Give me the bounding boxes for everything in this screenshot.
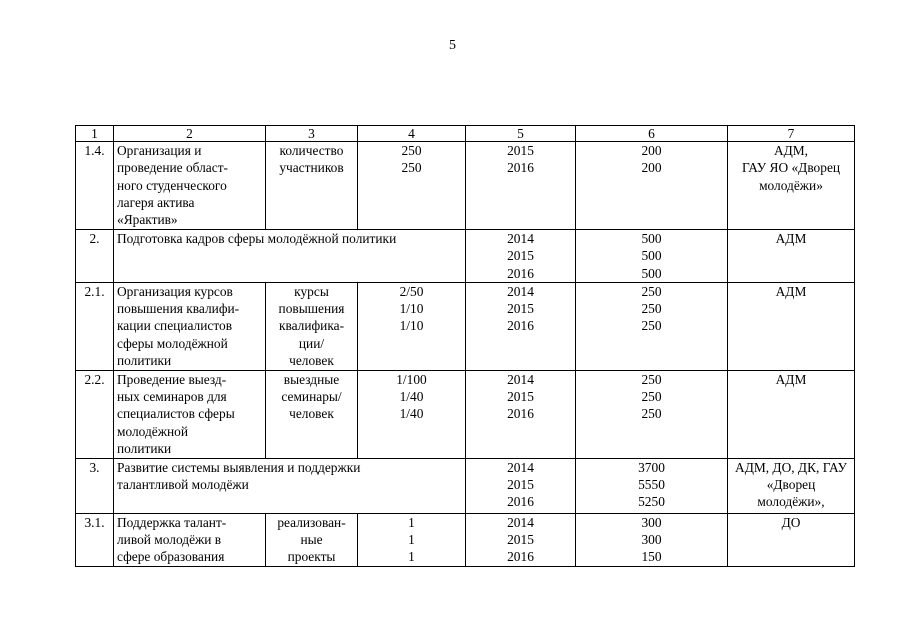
executor-line: АДМ <box>775 371 807 387</box>
indicator-line: выездные <box>283 371 340 387</box>
years-line: 2016 <box>507 318 534 334</box>
indicator-line: количество <box>279 143 344 158</box>
indicator-line: человек <box>289 353 334 369</box>
executor-line: АДМ, <box>773 143 809 158</box>
program-table <box>75 125 855 567</box>
indicator <box>266 282 358 370</box>
target-value-line: 1 <box>408 549 415 565</box>
measure-name-line: специалистов сферы <box>117 406 235 422</box>
executor <box>728 370 855 458</box>
years-line: 2014 <box>507 283 534 299</box>
executor-line: молодёжи», <box>757 494 825 510</box>
funding-amount-line: 250 <box>641 389 662 405</box>
funding-amount-line: 500 <box>641 265 662 281</box>
indicator-line: проекты <box>287 549 336 565</box>
row-number <box>76 282 114 370</box>
measure-name <box>114 142 266 230</box>
table-row <box>76 458 855 513</box>
table-row <box>76 370 855 458</box>
row-number <box>76 142 114 230</box>
funding-amount-line: 250 <box>641 318 662 334</box>
years-line: 2014 <box>507 231 534 246</box>
row-number <box>76 370 114 458</box>
years <box>466 282 576 370</box>
target-value-line: 1/100 <box>396 371 427 387</box>
funding-amount-line: 5550 <box>638 477 665 493</box>
measure-name-line: политики <box>117 441 172 457</box>
executor-line: АДМ <box>775 231 807 246</box>
funding-amount <box>576 282 728 370</box>
measure-name-line: политики <box>117 353 172 369</box>
funding-amount-line: 5250 <box>638 494 665 510</box>
row-number-line: 2. <box>89 231 100 246</box>
table-row <box>76 282 855 370</box>
executor <box>728 142 855 230</box>
years <box>466 513 576 566</box>
measure-name-line: Организация и <box>117 143 202 158</box>
executor-line: ДО <box>781 514 801 530</box>
measure-name-line: лагеря актива <box>117 194 195 210</box>
executor <box>728 513 855 566</box>
target-value-line: 1 <box>408 532 415 548</box>
funding-amount-line: 250 <box>641 406 662 422</box>
years-line: 2016 <box>507 406 534 422</box>
indicator-line: повышения <box>278 301 345 317</box>
executor-line: «Дворец <box>766 477 816 493</box>
measure-name-line: кации специалистов <box>117 318 233 334</box>
measure-name-line: проведение област- <box>117 160 229 176</box>
row-number <box>76 458 114 513</box>
years-line: 2015 <box>507 143 534 158</box>
indicator-line: реализован- <box>277 514 346 530</box>
row-number-line: 3.1. <box>84 514 105 530</box>
target-value <box>358 370 466 458</box>
measure-name <box>114 282 266 370</box>
row-number-line: 2.1. <box>84 283 105 299</box>
measure-name-line: сфере образования <box>117 549 225 565</box>
indicator-line: ные <box>300 532 323 548</box>
years-line: 2015 <box>507 477 534 493</box>
years-line: 2015 <box>507 301 534 317</box>
indicator <box>266 142 358 230</box>
funding-amount-line: 300 <box>641 532 662 548</box>
target-value-line: 1/10 <box>399 301 424 317</box>
funding-amount <box>576 513 728 566</box>
years-line: 2016 <box>507 549 534 565</box>
target-value-line: 250 <box>401 160 422 176</box>
target-value-line: 2/50 <box>399 283 424 299</box>
section-title-line: Развитие системы выявления и поддержки <box>117 459 361 475</box>
measure-name <box>114 370 266 458</box>
target-value <box>358 513 466 566</box>
measure-name-line: ливой молодёжи в <box>117 532 222 548</box>
indicator-line: курсы <box>294 283 329 299</box>
executor-line: ГАУ ЯО «Дворец <box>741 160 841 176</box>
target-value <box>358 142 466 230</box>
page-number: 5 <box>449 38 456 53</box>
target-value-line: 1/10 <box>399 318 424 334</box>
funding-amount-line: 200 <box>641 143 662 158</box>
executor-line: АДМ, ДО, ДК, ГАУ <box>735 459 847 475</box>
years <box>466 230 576 283</box>
funding-amount-line: 500 <box>641 248 662 264</box>
target-value-line: 250 <box>401 143 422 158</box>
section-title <box>114 230 466 283</box>
funding-amount-line: 250 <box>641 301 662 317</box>
funding-amount-line: 250 <box>641 371 662 387</box>
row-number-line: 1.4. <box>84 143 105 158</box>
measure-name-line: молодёжной <box>117 423 189 439</box>
measure-name-line: сферы молодёжной <box>117 335 228 351</box>
funding-amount <box>576 458 728 513</box>
funding-amount-line: 3700 <box>638 459 665 475</box>
executor-line: молодёжи» <box>759 177 823 193</box>
measure-name-line: Организация курсов <box>117 283 233 299</box>
header-cell: 4 <box>358 126 466 142</box>
row-number <box>76 513 114 566</box>
measure-name-line: ного студенческого <box>117 177 227 193</box>
years-line: 2016 <box>507 265 534 281</box>
header-cell: 5 <box>466 126 576 142</box>
row-number-line: 3. <box>89 459 100 475</box>
table-row <box>76 513 855 566</box>
header-cell: 6 <box>576 126 728 142</box>
header-cell: 3 <box>266 126 358 142</box>
row-number-line: 2.2. <box>84 371 105 387</box>
measure-name-line: Поддержка талант- <box>117 514 227 530</box>
section-title <box>114 458 466 513</box>
indicator-line: человек <box>289 406 334 422</box>
table-row <box>76 142 855 230</box>
measure-name-line: Проведение выезд- <box>117 371 227 387</box>
header-row <box>76 126 855 142</box>
measure-name-line: повышения квалифи- <box>117 301 240 317</box>
years-line: 2014 <box>507 371 534 387</box>
indicator-line: квалифика- <box>278 318 345 334</box>
header-cell: 1 <box>76 126 114 142</box>
funding-amount <box>576 142 728 230</box>
target-value-line: 1 <box>408 514 415 530</box>
header-cell: 2 <box>114 126 266 142</box>
years-line: 2016 <box>507 494 534 510</box>
table-row <box>76 230 855 283</box>
indicator-line: семинары/ <box>281 389 342 405</box>
years-line: 2014 <box>507 514 534 530</box>
years-line: 2015 <box>507 389 534 405</box>
funding-amount <box>576 370 728 458</box>
funding-amount-line: 500 <box>641 231 662 246</box>
funding-amount-line: 300 <box>641 514 662 530</box>
measure-name-line: ных семинаров для <box>117 389 227 405</box>
funding-amount-line: 200 <box>641 160 662 176</box>
header-cell: 7 <box>728 126 855 142</box>
indicator-line: участников <box>279 160 344 176</box>
years-line: 2014 <box>507 459 534 475</box>
years <box>466 370 576 458</box>
funding-amount <box>576 230 728 283</box>
target-value <box>358 282 466 370</box>
executor <box>728 458 855 513</box>
section-title-line: талантливой молодёжи <box>117 477 249 493</box>
funding-amount-line: 250 <box>641 283 662 299</box>
executor-line: АДМ <box>775 283 807 299</box>
executor <box>728 230 855 283</box>
funding-amount-line: 150 <box>641 549 662 565</box>
section-title-line: Подготовка кадров сферы молодёжной политики <box>117 231 397 246</box>
executor <box>728 282 855 370</box>
indicator <box>266 370 358 458</box>
measure-name-line: «Ярактив» <box>117 212 178 228</box>
target-value-line: 1/40 <box>399 389 424 405</box>
measure-name <box>114 513 266 566</box>
row-number <box>76 230 114 283</box>
years-line: 2015 <box>507 532 534 548</box>
years <box>466 142 576 230</box>
target-value-line: 1/40 <box>399 406 424 422</box>
years <box>466 458 576 513</box>
indicator <box>266 513 358 566</box>
years-line: 2015 <box>507 248 534 264</box>
years-line: 2016 <box>507 160 534 176</box>
indicator-line: ции/ <box>298 335 325 351</box>
